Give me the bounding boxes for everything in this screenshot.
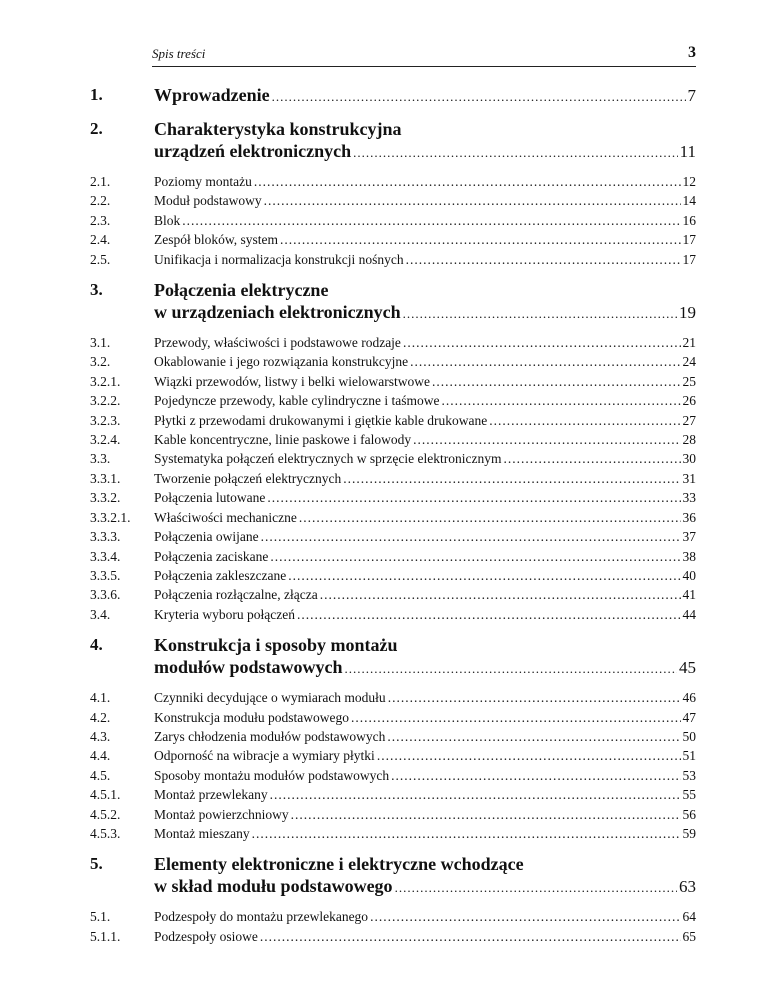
toc-section-entry [90, 449, 696, 468]
toc-section-entry [90, 566, 696, 585]
toc-entry-title: Połączenia rozłączalne, złącza [154, 587, 318, 603]
toc-section-entry [90, 352, 696, 371]
toc-entry-number: 3.3.2.1. [90, 509, 131, 525]
toc-entry-page: 31 [682, 470, 696, 486]
toc-entry-page: 56 [682, 806, 696, 822]
toc-section-entry [90, 469, 696, 488]
toc-entry-number: 3.3.5. [90, 567, 121, 583]
toc-chapter-entry [90, 853, 696, 899]
toc-entry-number: 4.3. [90, 728, 111, 744]
toc-entry-title: Charakterystyka konstrukcyjna [154, 119, 402, 139]
toc-entry-title: Połączenia lutowane [154, 490, 266, 506]
toc-entry-page: 17 [682, 232, 696, 248]
dot-leader [270, 785, 681, 804]
toc-entry-title: Konstrukcja i sposoby montażu [154, 635, 398, 656]
toc-section-entry [90, 805, 696, 824]
toc-entry-title: Czynniki decydujące o wymiarach modułu [154, 690, 386, 706]
toc-section-entry [90, 333, 696, 352]
toc-entry-page: 65 [682, 928, 696, 944]
toc-entry-number: 5.1. [90, 909, 111, 925]
toc-entry-number: 3.3. [90, 451, 111, 467]
toc-entry-page: 21 [682, 335, 696, 351]
toc-entry-page: 55 [682, 787, 696, 803]
toc-entry-title: Montaż przewlekany [154, 787, 268, 803]
toc-entry-number: 1. [90, 85, 103, 104]
dot-leader [442, 391, 681, 410]
dot-leader [353, 142, 677, 164]
toc-entry-number: 5. [90, 854, 103, 874]
toc-entry-page: 19 [679, 303, 696, 323]
toc-entry-page: 28 [682, 432, 696, 448]
toc-entry-page: 36 [682, 509, 696, 525]
toc-chapter-entry [90, 279, 696, 325]
dot-leader [320, 585, 681, 604]
toc-section-entry [90, 411, 696, 430]
toc-entry-title: Połączenia zaciskane [154, 548, 269, 564]
toc-entry-title: w skład modułu podstawowego [154, 876, 393, 897]
toc-entry-page: 63 [679, 877, 696, 897]
toc-entry-title: Kable koncentryczne, linie paskowe i falowody [154, 432, 412, 448]
dot-leader [297, 605, 681, 624]
toc-entry-number: 4.5. [90, 767, 111, 783]
toc-entry-number: 3.2.4. [90, 432, 121, 448]
toc-section-entry [90, 250, 696, 269]
toc-entry-title: Systematyka połączeń elektrycznych w sprzęcie elektronicznym [154, 451, 502, 467]
toc-section-entry [90, 927, 696, 946]
dot-leader [299, 508, 681, 527]
toc-section-entry [90, 230, 696, 249]
dot-leader [254, 172, 681, 191]
toc-entry-page: 51 [682, 748, 696, 764]
toc-entry-title: urządzeń elektronicznych [154, 141, 352, 161]
toc-entry-number: 3.3.1. [90, 470, 121, 486]
toc-entry-title: Sposoby montażu modułów podstawowych [154, 767, 390, 783]
dot-leader [291, 805, 681, 824]
dot-leader [403, 333, 681, 352]
toc-entry-page: 37 [682, 529, 696, 545]
toc-entry-number: 2.2. [90, 193, 111, 209]
toc-entry-number: 2.5. [90, 251, 111, 267]
toc-section-entry [90, 172, 696, 191]
toc-entry-title: modułów podstawowych [154, 657, 343, 678]
toc-entry-number: 3.1. [90, 335, 111, 351]
toc-entry-title: Podzespoły do montażu przewlekanego [154, 909, 369, 925]
toc-section-entry [90, 488, 696, 507]
toc-entry-title: Poziomy montażu [154, 174, 252, 189]
toc-entry-number: 2.4. [90, 232, 111, 248]
toc-entry-title: Okablowanie i jego rozwiązania konstrukcyjne [154, 354, 409, 370]
toc-chapter-entry [90, 84, 696, 108]
toc-entry-title: Tworzenie połączeń elektrycznych [154, 470, 342, 486]
dot-leader [280, 230, 681, 249]
toc-entry-title: Zespół bloków, system [154, 232, 278, 248]
toc-section-entry [90, 527, 696, 546]
toc-entry-title: Kryteria wyboru połączeń [154, 606, 295, 622]
toc-entry-number: 2. [90, 119, 103, 138]
toc-section-entry [90, 391, 696, 410]
toc-entry-page: 11 [679, 142, 696, 161]
toc-entry-number: 3.2.1. [90, 373, 121, 389]
toc-section-entry [90, 430, 696, 449]
dot-leader [391, 766, 680, 785]
dot-leader [387, 727, 680, 746]
toc-entry-title: Wprowadzenie [154, 85, 270, 105]
dot-leader [351, 708, 681, 727]
toc-entry-title: Moduł podstawowy [154, 193, 262, 209]
toc-section-entry [90, 211, 696, 230]
toc-entry-number: 2.1. [90, 174, 111, 189]
toc-section-entry [90, 585, 696, 604]
toc-entry-number: 3.4. [90, 606, 111, 622]
dot-leader [260, 927, 681, 946]
dot-leader [370, 907, 680, 926]
toc-entry-title: Przewody, właściwości i podstawowe rodzaje [154, 335, 401, 351]
toc-entry-title: Pojedyncze przewody, kable cylindryczne i taśmowe [154, 393, 440, 409]
dot-leader [503, 449, 680, 468]
toc-entry-page: 27 [682, 412, 696, 428]
toc-section-entry [90, 191, 696, 210]
toc-entry-page: 50 [682, 728, 696, 744]
dot-leader [288, 566, 680, 585]
toc-entry-page: 47 [682, 709, 696, 725]
toc-entry-page: 64 [682, 909, 696, 925]
toc-entry-title: Połączenia owijane [154, 529, 259, 545]
dot-leader [270, 547, 680, 566]
toc-entry-number: 4.5.1. [90, 787, 121, 803]
toc-section-entry [90, 746, 696, 765]
toc-section-entry [90, 508, 696, 527]
toc-entry-number: 3.3.4. [90, 548, 121, 564]
toc-entry-page: 17 [682, 251, 696, 267]
toc-entry-number: 5.1.1. [90, 928, 121, 944]
toc-entry-number: 3.2.3. [90, 412, 121, 428]
toc-section-entry [90, 824, 696, 843]
dot-leader [395, 877, 677, 899]
toc-entry-title: Blok [154, 212, 181, 228]
toc-entry-number: 4. [90, 635, 103, 655]
toc-entry-title: Płytki z przewodami drukowanymi i giętkie kable drukowane [154, 412, 488, 428]
toc-entry-title: Zarys chłodzenia modułów podstawowych [154, 728, 386, 744]
toc-entry-page: 7 [687, 86, 696, 105]
dot-leader [252, 824, 681, 843]
toc-entry-page: 30 [682, 451, 696, 467]
toc-chapter-entry [90, 634, 696, 680]
toc-entry-title: w urządzeniach elektronicznych [154, 302, 401, 323]
toc-entry-page: 46 [682, 690, 696, 706]
table-of-contents [90, 84, 696, 946]
dot-leader [489, 411, 680, 430]
toc-entry-number: 3.3.6. [90, 587, 121, 603]
toc-entry-title: Montaż mieszany [154, 825, 250, 841]
toc-section-entry [90, 605, 696, 624]
toc-entry-title: Elementy elektroniczne i elektryczne wchodzące [154, 854, 524, 875]
toc-entry-number: 4.5.2. [90, 806, 121, 822]
toc-section-entry [90, 708, 696, 727]
toc-entry-number: 2.3. [90, 212, 111, 228]
dot-leader [377, 746, 681, 765]
dot-leader [182, 211, 680, 230]
toc-entry-number: 4.1. [90, 690, 111, 706]
toc-entry-number: 3. [90, 280, 103, 300]
toc-section-entry [90, 766, 696, 785]
toc-entry-page: 26 [682, 393, 696, 409]
toc-entry-page: 45 [679, 658, 696, 678]
dot-leader [272, 86, 686, 108]
dot-leader [432, 372, 680, 391]
toc-entry-number: 3.2. [90, 354, 111, 370]
toc-entry-number: 4.2. [90, 709, 111, 725]
toc-entry-title: Konstrukcja modułu podstawowego [154, 709, 349, 725]
toc-entry-title: Właściwości mechaniczne [154, 509, 297, 525]
toc-entry-title: Odporność na wibracje a wymiary płytki [154, 748, 375, 764]
dot-leader [403, 303, 677, 325]
toc-entry-title: Unifikacja i normalizacja konstrukcji nośnych [154, 251, 404, 267]
toc-entry-title: Połączenia zakleszczane [154, 567, 287, 583]
dot-leader [345, 658, 677, 680]
toc-entry-page: 14 [682, 193, 696, 209]
toc-entry-page: 24 [682, 354, 696, 370]
toc-entry-page: 40 [682, 567, 696, 583]
dot-leader [343, 469, 680, 488]
dot-leader [406, 250, 681, 269]
toc-section-entry [90, 547, 696, 566]
toc-section-entry [90, 785, 696, 804]
header-page-number: 3 [688, 44, 696, 61]
toc-entry-title: Podzespoły osiowe [154, 928, 258, 944]
toc-chapter-entry [90, 118, 696, 164]
toc-entry-page: 53 [682, 767, 696, 783]
toc-entry-number: 3.3.2. [90, 490, 121, 506]
dot-leader [261, 527, 681, 546]
dot-leader [388, 688, 681, 707]
dot-leader [267, 488, 680, 507]
toc-section-entry [90, 688, 696, 707]
toc-section-entry [90, 372, 696, 391]
running-header [152, 44, 696, 67]
header-title: Spis treści [152, 46, 206, 61]
toc-entry-page: 16 [682, 212, 696, 228]
toc-entry-number: 4.4. [90, 748, 111, 764]
toc-entry-title: Wiązki przewodów, listwy i belki wielowarstwowe [154, 373, 431, 389]
dot-leader [410, 352, 680, 371]
toc-entry-number: 3.3.3. [90, 529, 121, 545]
toc-entry-title: Połączenia elektryczne [154, 280, 329, 301]
toc-entry-page: 25 [682, 373, 696, 389]
toc-entry-page: 33 [682, 490, 696, 506]
toc-entry-page: 38 [682, 548, 696, 564]
toc-entry-page: 59 [682, 825, 696, 841]
toc-entry-number: 4.5.3. [90, 825, 121, 841]
dot-leader [413, 430, 680, 449]
dot-leader [264, 191, 681, 210]
toc-entry-title: Montaż powierzchniowy [154, 806, 289, 822]
toc-entry-page: 41 [682, 587, 696, 603]
toc-section-entry [90, 907, 696, 926]
toc-entry-page: 12 [682, 174, 696, 189]
toc-entry-page: 44 [682, 606, 696, 622]
toc-section-entry [90, 727, 696, 746]
toc-entry-number: 3.2.2. [90, 393, 121, 409]
